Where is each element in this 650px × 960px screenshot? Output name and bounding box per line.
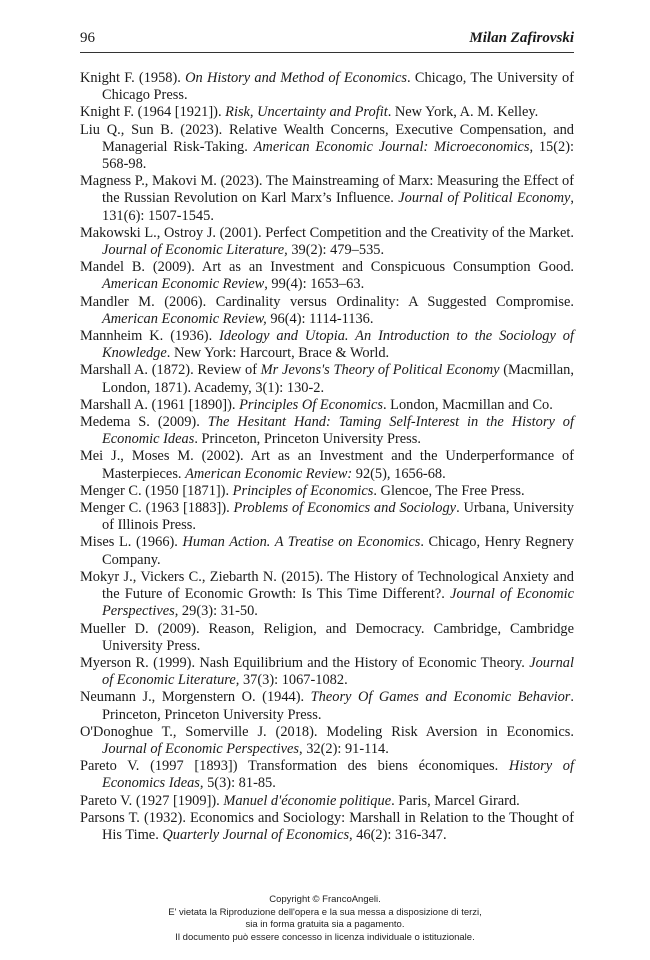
reference-title: Journal of Economic Literature, bbox=[102, 654, 574, 689]
reference-text: O'Donoghue T., Somerville J. (2018). Modeling Risk Aversion in Economics. bbox=[80, 723, 574, 740]
reference-text: 92(5), 1656-68. bbox=[352, 465, 446, 482]
reference-title: American Economic Review bbox=[102, 276, 265, 293]
reference-title: Quarterly Journal of Economics, bbox=[162, 826, 353, 843]
reference-list bbox=[80, 70, 574, 844]
reference-entry bbox=[80, 483, 574, 500]
reference-entry bbox=[80, 104, 574, 121]
reference-title: Problems of Economics and Sociology bbox=[233, 500, 457, 517]
reference-text: Mokyr J., Vickers C., Ziebarth N. (2015). The History of Technological Anxiety and the Future of Economic Growth: Is This Time Different?. bbox=[80, 568, 574, 603]
page-number: 96 bbox=[80, 30, 95, 46]
reference-text: . Urbana, University of Illinois Press. bbox=[102, 500, 574, 534]
reference-text: . Princeton, Princeton University Press. bbox=[102, 689, 574, 723]
reference-title: Principles Of Economics bbox=[239, 396, 383, 413]
reference-entry bbox=[80, 225, 574, 259]
reference-title: Human Action. A Treatise on Economics bbox=[182, 534, 421, 551]
reference-title: Journal of Political Economy bbox=[398, 190, 571, 207]
reference-text: . London, Macmillan and Co. bbox=[382, 396, 553, 413]
reference-text: Liu Q., Sun B. (2023). Relative Wealth Concerns, Executive Compensation, and Managerial Risk-Taking. bbox=[80, 121, 574, 155]
reference-title: Risk, Uncertainty and Profit bbox=[225, 104, 388, 121]
reference-entry bbox=[80, 724, 574, 758]
reference-entry bbox=[80, 569, 574, 621]
reference-entry bbox=[80, 689, 574, 723]
reference-entry bbox=[80, 397, 574, 414]
reference-text: Pareto V. (1927 [1909]). bbox=[80, 792, 224, 809]
reference-text: Myerson R. (1999). Nash Equilibrium and the History of Economic Theory. bbox=[80, 654, 530, 671]
reference-entry bbox=[80, 810, 574, 844]
reference-title: Mr Jevons's Theory of Political Economy bbox=[260, 362, 500, 379]
reference-entry bbox=[80, 758, 574, 792]
reference-text: Neumann J., Morgenstern O. (1944). bbox=[80, 689, 311, 706]
reference-entry bbox=[80, 655, 574, 689]
reference-text: Menger C. (1950 [1871]). bbox=[80, 482, 233, 499]
reference-text: , 32(2): 91-114. bbox=[299, 740, 389, 757]
reference-title: American Economic Review, bbox=[102, 310, 267, 327]
reference-text: Knight F. (1958). bbox=[80, 70, 186, 86]
reference-entry bbox=[80, 448, 574, 482]
running-author: Milan Zafirovski bbox=[469, 30, 574, 46]
reference-text: Mandler M. (2006). Cardinality versus Ordinality: A Suggested Compromise. bbox=[80, 293, 574, 310]
reference-entry bbox=[80, 500, 574, 534]
reference-text: , 29(3): 31-50. bbox=[174, 603, 258, 620]
reference-text: Mandel B. (2009). Art as an Investment and Conspicuous Consumption Good. bbox=[80, 259, 574, 276]
copyright-line: Il documento può essere concesso in licenza individuale o istituzionale. bbox=[175, 931, 475, 943]
reference-entry bbox=[80, 122, 574, 174]
reference-title: On History and Method of Economics bbox=[185, 70, 407, 86]
reference-text: Mueller D. (2009). Reason, Religion, and Democracy. Cambridge, Cambridge University Press. bbox=[80, 620, 574, 654]
reference-text: . New York, A. M. Kelley. bbox=[387, 104, 539, 121]
reference-title: Journal of Economic Perspectives bbox=[102, 586, 574, 620]
reference-text: , 15(2): 568-98. bbox=[102, 138, 574, 173]
reference-entry bbox=[80, 259, 574, 293]
reference-title: Principles of Economics bbox=[232, 482, 374, 499]
reference-title: Journal of Economic Literature, bbox=[102, 242, 288, 259]
reference-title: Journal of Economic Perspectives bbox=[102, 740, 300, 757]
copyright-line: Copyright © FrancoAngeli. bbox=[269, 894, 381, 905]
reference-title: American Economic Journal: Microeconomics bbox=[253, 138, 530, 155]
reference-text: 96(4): 1114-1136. bbox=[266, 310, 374, 327]
reference-entry bbox=[80, 70, 574, 104]
reference-text: . Princeton, Princeton University Press. bbox=[194, 431, 421, 448]
copyright-notice bbox=[0, 894, 650, 944]
reference-text: 39(2): 479–535. bbox=[287, 242, 385, 259]
reference-text: Mannheim K. (1936). bbox=[80, 328, 220, 345]
reference-entry bbox=[80, 294, 574, 328]
reference-entry bbox=[80, 793, 574, 810]
header-rule bbox=[80, 52, 574, 53]
reference-text: 46(2): 316-347. bbox=[352, 826, 447, 843]
reference-text: Marshall A. (1872). Review of bbox=[80, 362, 261, 379]
reference-text: Parsons T. (1932). Economics and Sociology: Marshall in Relation to the Thought of His Time. bbox=[80, 809, 574, 843]
reference-title: Ideology and Utopia. An Introduction to the Sociology of Knowledge bbox=[102, 328, 574, 362]
reference-text: 5(3): 81-85. bbox=[203, 775, 276, 792]
reference-text: . Chicago, The University of Chicago Press. bbox=[102, 70, 574, 104]
copyright-line: sia in forma gratuita sia a pagamento. bbox=[245, 919, 405, 930]
reference-text: Medema S. (2009). bbox=[80, 414, 208, 431]
reference-title: Manuel d'économie politique bbox=[223, 792, 392, 809]
reference-text: . New York: Harcourt, Brace & World. bbox=[166, 345, 390, 362]
reference-text: Makowski L., Ostroy J. (2001). Perfect Competition and the Creativity of the Market. bbox=[80, 224, 574, 241]
reference-text: . Paris, Marcel Girard. bbox=[391, 792, 520, 809]
reference-text: (Macmillan, London, 1871). Academy, 3(1): 130-2. bbox=[102, 362, 574, 396]
copyright-line: E' vietata la Riproduzione dell'opera e la sua messa a disposizione di terzi, bbox=[168, 906, 482, 918]
reference-text: Pareto V. (1997 [1893]) Transformation des biens économiques. bbox=[80, 758, 509, 775]
reference-title: American Economic Review: bbox=[185, 465, 353, 482]
reference-title: The Hesitant Hand: Taming Self-Interest in the History of Economic Ideas bbox=[102, 414, 574, 448]
reference-text: Mei J., Moses M. (2002). Art as an Investment and the Underperformance of Masterpieces. bbox=[80, 448, 574, 482]
reference-text: . Glencoe, The Free Press. bbox=[373, 482, 525, 499]
reference-text: , 131(6): 1507-1545. bbox=[102, 190, 575, 224]
reference-text: , 99(4): 1653–63. bbox=[264, 276, 365, 293]
reference-title: Theory Of Games and Economic Behavior bbox=[310, 689, 571, 706]
reference-text: Marshall A. (1961 [1890]). bbox=[80, 396, 240, 413]
reference-title: History of Economics Ideas, bbox=[102, 758, 575, 792]
reference-entry bbox=[80, 534, 574, 568]
reference-entry bbox=[80, 621, 574, 655]
reference-entry bbox=[80, 414, 574, 448]
reference-text: Knight F. (1964 [1921]). bbox=[80, 104, 226, 121]
reference-text: Menger C. (1963 [1883]). bbox=[80, 500, 234, 517]
reference-text: Mises L. (1966). bbox=[80, 534, 183, 551]
reference-entry bbox=[80, 328, 574, 362]
running-header bbox=[80, 30, 574, 52]
reference-entry bbox=[80, 362, 574, 396]
reference-text: 37(3): 1067-1082. bbox=[239, 672, 348, 689]
reference-text: Magness P., Makovi M. (2023). The Mainstreaming of Marx: Measuring the Effect of the Russian Revolution on Karl Marx’s Influence. bbox=[80, 173, 574, 207]
reference-text: . Chicago, Henry Regnery Company. bbox=[102, 534, 574, 568]
reference-entry bbox=[80, 173, 574, 225]
